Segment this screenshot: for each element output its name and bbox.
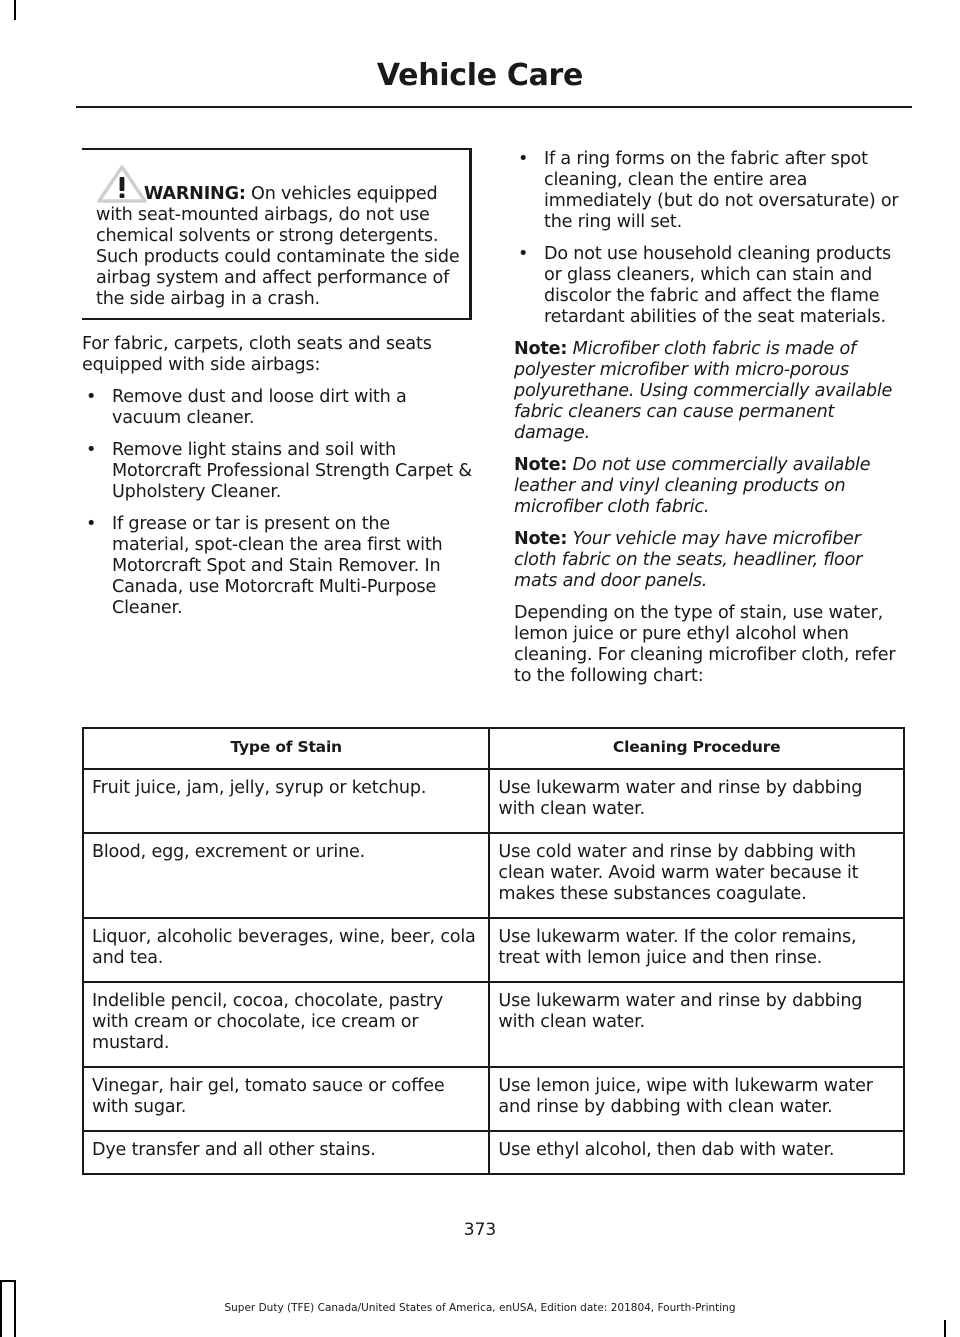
warning-label: WARNING: <box>144 184 246 204</box>
intro-paragraph: For fabric, carpets, cloth seats and seats equipped with side airbags: <box>82 334 432 375</box>
stain-cell: Fruit juice, jam, jelly, syrup or ketchup. <box>83 769 489 833</box>
list-item: • Remove dust and loose dirt with a vacuum cleaner. <box>82 387 472 429</box>
right-bullet-list <box>514 149 908 328</box>
footer-edition-info: Super Duty (TFE) Canada/United States of America, enUSA, Edition date: 201804, Fourth-Printing <box>224 1302 736 1314</box>
crop-mark <box>14 0 16 20</box>
table-row <box>83 1131 904 1174</box>
procedure-cell: Use ethyl alcohol, then dab with water. <box>489 1131 904 1174</box>
column-header-procedure: Cleaning Procedure <box>489 728 904 769</box>
note-text: Do not use commercially available leather and vinyl cleaning products on microfiber cloth fabric. <box>514 455 871 517</box>
note-label: Note: <box>514 339 568 359</box>
table-row <box>83 918 904 982</box>
table-row <box>83 982 904 1067</box>
list-item: • Do not use household cleaning products or glass cleaners, which can stain and discolor the fabric and affect the flame retardant abilities of the seat materials. <box>514 244 908 328</box>
list-item: • Remove light stains and soil with Motorcraft Professional Strength Carpet & Upholstery Cleaner. <box>82 440 472 503</box>
stain-cleaning-table <box>82 727 905 1175</box>
page-title: Vehicle Care <box>376 58 584 93</box>
list-item: • If a ring forms on the fabric after spot cleaning, clean the entire area immediately (but do not oversaturate) or the ring will set. <box>514 149 908 233</box>
stain-cell: Blood, egg, excrement or urine. <box>83 833 489 918</box>
warning-text: On vehicles equipped with seat-mounted airbags, do not use chemical solvents or strong detergents. Such products could contaminate the side airbag system and affect performance of the side airbag in a crash. <box>96 184 460 309</box>
note-paragraph <box>514 529 908 592</box>
crop-mark <box>944 1320 946 1337</box>
procedure-cell: Use lemon juice, wipe with lukewarm water and rinse by dabbing with clean water. <box>489 1067 904 1131</box>
stain-cell: Indelible pencil, cocoa, chocolate, pastry with cream or chocolate, ice cream or mustard. <box>83 982 489 1067</box>
header-divider <box>76 106 912 108</box>
note-label: Note: <box>514 529 568 549</box>
note-text: Your vehicle may have microfiber cloth fabric on the seats, headliner, floor mats and door panels. <box>514 529 863 591</box>
right-column <box>514 149 908 698</box>
procedure-cell: Use lukewarm water and rinse by dabbing with clean water. <box>489 769 904 833</box>
table-row <box>83 1067 904 1131</box>
note-text: Microfiber cloth fabric is made of polyester microfiber with micro-porous polyurethane. Using commercially available fabric cleaners can cause permanent damage. <box>514 339 893 443</box>
closing-paragraph: Depending on the type of stain, use water, lemon juice or pure ethyl alcohol when cleaning. For cleaning microfiber cloth, refer to the following chart: <box>514 603 896 686</box>
procedure-cell: Use cold water and rinse by dabbing with clean water. Avoid warm water because it makes these substances coagulate. <box>489 833 904 918</box>
procedure-cell: Use lukewarm water. If the color remains, treat with lemon juice and then rinse. <box>489 918 904 982</box>
stain-cell: Dye transfer and all other stains. <box>83 1131 489 1174</box>
warning-triangle-icon <box>96 164 148 204</box>
left-bullet-list <box>82 387 472 619</box>
stain-cell: Vinegar, hair gel, tomato sauce or coffee with sugar. <box>83 1067 489 1131</box>
note-paragraph <box>514 339 908 444</box>
stain-cell: Liquor, alcoholic beverages, wine, beer, cola and tea. <box>83 918 489 982</box>
note-label: Note: <box>514 455 568 475</box>
column-header-stain: Type of Stain <box>83 728 489 769</box>
procedure-cell: Use lukewarm water and rinse by dabbing with clean water. <box>489 982 904 1067</box>
table-row <box>83 833 904 918</box>
note-paragraph <box>514 455 908 518</box>
page-number: 373 <box>463 1220 497 1240</box>
left-column <box>82 148 472 630</box>
list-item: • If grease or tar is present on the material, spot-clean the area first with Motorcraft Spot and Stain Remover. In Canada, use Motorcraft Multi-Purpose Cleaner. <box>82 514 472 619</box>
warning-box <box>82 148 472 320</box>
table-row <box>83 769 904 833</box>
table-header-row <box>83 728 904 769</box>
